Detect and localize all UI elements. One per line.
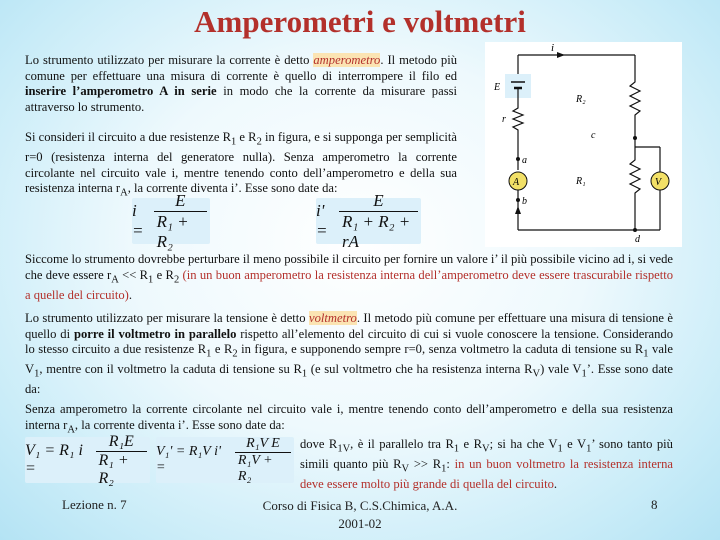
footer-page-number: 8 [651, 497, 658, 512]
paragraph-two-resistors: Si consideri il circuito a due resistenze $R_1$ e $R_2$ in figura, e si supponga per semplicità r=0 (resistenza interna del generatore nulla). Senza amperometro la corrente circolante nel circuito vale i, mentre tenendo conto dell’amperometro e della sua resistenza interna $r_A$, la corrente diventa i’. Esse sono date da: [25, 130, 457, 199]
label-R2: R₂ [576, 94, 586, 105]
paragraph-voltmeter-intro: Lo strumento utilizzato per misurare la tensione è detto voltmetro. Il metodo più comune per effettuare una misura di tensione è quello di porre il voltmetro in parallelo rispetto all’elemento del circuito di cui si vuole conoscere la tensione. Considerando lo stesso circuito a due resistenze $R_1$ e $R_2$ in figura, e supponendo sempre r=0, senza voltmetro la caduta di tensione su $R_1$ vale $V_1$, mentre con il voltmetro la caduta di tensione su $R_1$ (e sul voltmetro che ha resistenza interna $R_V$) vale $V_1$’. Esse sono date da: [25, 311, 674, 397]
footer-lecture: Lezione n. 7 [62, 497, 127, 512]
equation-voltage-without-voltmeter: V₁ = R₁ i = $\frac{\text{R₁E}}{\text{R₁ + R₂}}$ [25, 437, 150, 483]
term-amperometro: amperometro [313, 53, 381, 67]
ammeter-symbol: A [513, 177, 520, 188]
label-node-a: a [522, 155, 527, 166]
label-r: r [502, 114, 506, 125]
label-R1: R₁ [576, 176, 586, 187]
slide-title: Amperometri e voltmetri [194, 4, 526, 39]
paragraph-voltmeter-condition: dove $R_{1V}$, è il parallelo tra $R_1$ e $R_V$; si ha che $V_1$ e $V_1$’ sono tanto più simili quanto più $R_V >> R_1$: in un buon voltmetro la resistenza interna deve essere molto più grande di quella del circuito. [300, 437, 673, 492]
label-current-i: i [551, 42, 555, 54]
equation-current-without-ammeter: i = $\frac{E}{\text{R₁ + R₂}}$ [132, 198, 210, 244]
paragraph-ammeter-intro: Lo strumento utilizzato per misurare la corrente è detto amperometro. Il metodo più comune per effettuare una misura di corrente è quello di interrompere il filo ed inserire l’amperometro A in serie in modo che la corrente da misurare passi attraverso lo strumento. [25, 53, 457, 114]
paragraph-voltmeter-current: Senza amperometro la corrente circolante nel circuito vale i, mentre tenendo conto dell’amperometro e della sua resistenza interna $r_A$, la corrente diventa i’. Esse sono date da: [25, 402, 673, 436]
equation-voltage-with-voltmeter: V₁' = R₁V i' = $\frac{\text{R₁V E}}{\text{R₁V + R₂}}$ [156, 437, 294, 483]
circuit-diagram [485, 42, 682, 247]
voltmeter-symbol: V [655, 177, 662, 188]
label-node-c: c [591, 130, 596, 141]
footer-course: Corso di Fisica B, C.S.Chimica, A.A. 2001-02 [262, 498, 458, 531]
label-node-b: b [522, 196, 527, 207]
label-emf: E [494, 82, 501, 93]
equation-current-with-ammeter: i' = $\frac{E}{\text{R₁ + R₂ + rA}}$ [316, 198, 421, 244]
label-node-d: d [635, 234, 640, 245]
paragraph-ammeter-condition: Siccome lo strumento dovrebbe perturbare il meno possibile il circuito per fornire un valore i’ il più possibile vicino ad i, si vede che deve essere $r_A << R_1$ e $R_2$ (in un buon amperometro la resistenza interna dell’amperometro deve essere trascurabile rispetto a quelle del circuito). [25, 252, 673, 302]
term-voltmetro: voltmetro [309, 311, 357, 325]
